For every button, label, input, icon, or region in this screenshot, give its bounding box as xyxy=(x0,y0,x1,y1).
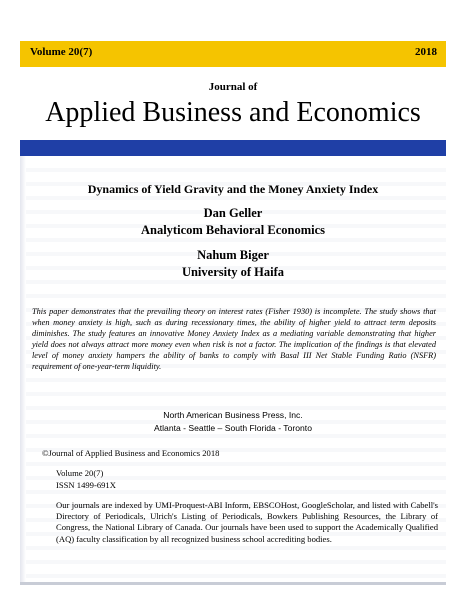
abstract-text: This paper demonstrates that the prevailing theory on interest rates (Fisher 1930) is incomplete. The study shows that when money anxiety is high, such as during recessionary times, the ability of higher yield to attract term deposits diminishes. The study features an innovative Money Anxiety Index as a mediating variable demonstrating that higher yield does not always attract more money even when risk is not a factor. The implication of the findings is that elevated level of money anxiety hampers the ability of banks to comply with Basal III Net Stable Funding Ratio (NSFR) requirement of one-year-term liquidity. xyxy=(32,307,436,371)
journal-of-label: Journal of xyxy=(208,81,258,93)
article-title: Dynamics of Yield Gravity and the Money Anxiety Index xyxy=(87,182,379,196)
year-label: 2018 xyxy=(415,46,437,58)
title-divider-band xyxy=(20,140,446,156)
publisher-cities: Atlanta - Seattle – South Florida - Toronto xyxy=(154,423,312,433)
volume-line: Volume 20(7) xyxy=(56,468,104,478)
copyright-notice: ©Journal of Applied Business and Economics 2018 xyxy=(42,448,220,458)
author-affiliation: University of Haifa xyxy=(181,265,285,279)
issn-line: ISSN 1499-691X xyxy=(56,480,116,490)
journal-title: Applied Business and Economics xyxy=(45,97,421,128)
author-affiliation: Analyticom Behavioral Economics xyxy=(140,223,325,237)
publisher-name: North American Business Press, Inc. xyxy=(163,410,303,420)
author-name: Dan Geller xyxy=(203,206,263,220)
author-name: Nahum Biger xyxy=(197,248,269,262)
bottom-rule xyxy=(20,582,446,585)
indexing-note: Our journals are indexed by UMI-Proquest-ABI Inform, EBSCOHost, GoogleScholar, and listed with Cabell's Directory of Periodicals, Ulrich's Listing of Periodicals, Bowkers Publishing Resources, the Library of Congress, the National Library of Canada. Our journals have been used to support the Academically Qualified (AQ) faculty classification by all recognized business school accrediting bodies. xyxy=(56,500,438,544)
volume-label: Volume 20(7) xyxy=(30,46,93,58)
